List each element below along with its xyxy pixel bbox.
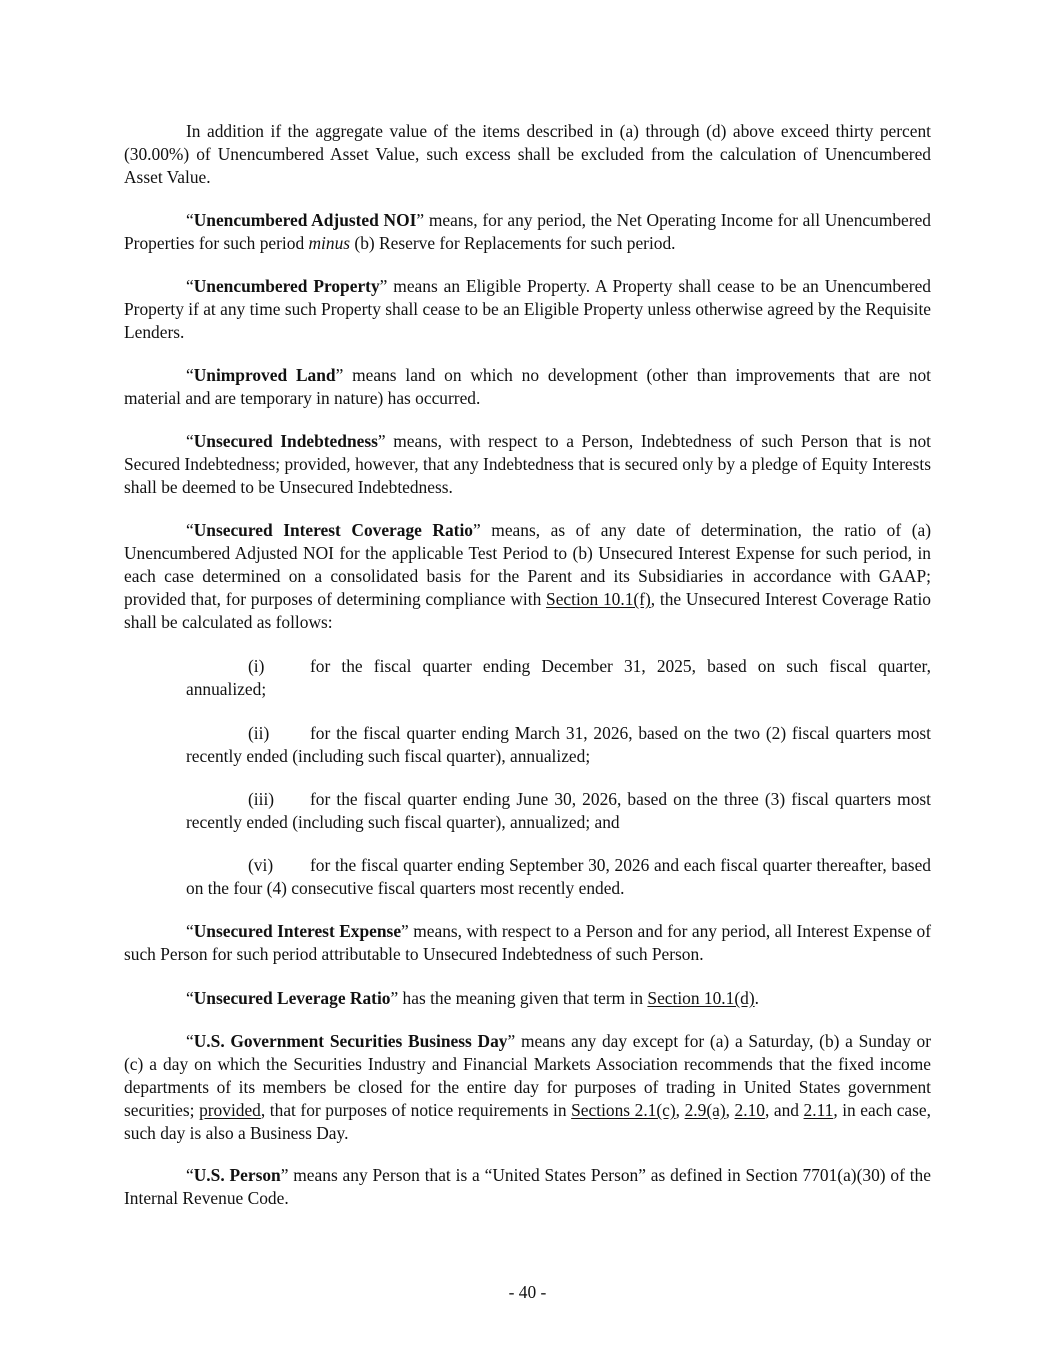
- defined-term: Unencumbered Property: [193, 276, 380, 296]
- list-item: (ii) for the fiscal quarter ending March 31, 2026, based on the two (2) fiscal quarters most recently ended (including such fiscal quarter), annualized;: [186, 723, 931, 766]
- defined-term: Unsecured Interest Expense: [193, 921, 402, 941]
- definition-us-government-securities-business-day: “U.S. Government Securities Business Day” means any day except for (a) a Saturday, (b) a Sunday or (c) a day on which the Securities Industry and Financial Markets Association recommends that the fixed income departments of its members be closed for the entire day for purposes of trading in United States government securities; provided, that for purposes of notice requirements in Sections 2.1(c), 2.9(a), 2.10, and 2.11, in each case, such day is also a Business Day.: [124, 1031, 932, 1143]
- definition-us-person: “U.S. Person” means any Person that is a “United States Person” as defined in Section 7701(a)(30) of the Internal Revenue Code.: [124, 1165, 931, 1208]
- section-reference-link[interactable]: 2.9(a): [684, 1100, 726, 1120]
- list-item: (iii) for the fiscal quarter ending June 30, 2026, based on the three (3) fiscal quarters most recently ended (including such fiscal quarter), annualized; and: [186, 789, 931, 832]
- defined-term: Unimproved Land: [193, 365, 336, 385]
- definition-unencumbered-property: “Unencumbered Property” means an Eligible Property. A Property shall cease to be an Unencumbered Property if at any time such Property shall cease to be an Eligible Property unless otherwise agreed by the Requisite Lenders.: [124, 276, 932, 342]
- defined-term: Unsecured Interest Coverage Ratio: [193, 520, 474, 540]
- definition-unencumbered-adjusted-noi: “Unencumbered Adjusted NOI” means, for any period, the Net Operating Income for all Unencumbered Properties for such period minus (b) Reserve for Replacements for such period.: [124, 210, 931, 253]
- defined-term: Unencumbered Adjusted NOI: [193, 210, 417, 230]
- definition-unsecured-interest-coverage-ratio: “Unsecured Interest Coverage Ratio” means, as of any date of determination, the ratio of (a) Unencumbered Adjusted NOI for the applicable Test Period to (b) Unsecured Interest Expense for such period, in each case determined on a consolidated basis for the Parent and its Subsidiaries in accordance with GAAP; provided that, for purposes of determining compliance with Section 10.1(f), the Unsecured Interest Coverage Ratio shall be calculated as follows:: [124, 520, 931, 632]
- section-reference-link[interactable]: Sections 2.1(c): [571, 1100, 676, 1120]
- definition-unsecured-interest-expense: “Unsecured Interest Expense” means, with respect to a Person and for any period, all Interest Expense of such Person for such period attributable to Unsecured Indebtedness of such Person.: [124, 921, 931, 964]
- definition-unsecured-indebtedness: “Unsecured Indebtedness” means, with respect to a Person, Indebtedness of such Person that is not Secured Indebtedness; provided, however, that any Indebtedness that is secured only by a pledge of Equity Interests shall be deemed to be Unsecured Indebtedness.: [124, 431, 931, 497]
- list-item: (vi) for the fiscal quarter ending September 30, 2026 and each fiscal quarter thereafter, based on the four (4) consecutive fiscal quarters most recently ended.: [186, 855, 931, 898]
- paragraph-aggregate-value: In addition if the aggregate value of the items described in (a) through (d) above exceed thirty percent (30.00%) of Unencumbered Asset Value, such excess shall be excluded from the calculation of Unencumbered Asset Value.: [124, 121, 931, 187]
- page-number: - 40 -: [508, 1282, 547, 1302]
- section-reference-link[interactable]: Section 10.1(d): [647, 988, 755, 1008]
- defined-term: U.S. Government Securities Business Day: [193, 1031, 508, 1051]
- defined-term: U.S. Person: [193, 1165, 281, 1185]
- list-item: (i) for the fiscal quarter ending December 31, 2025, based on such fiscal quarter, annualized;: [186, 656, 931, 699]
- section-reference-link[interactable]: Section 10.1(f): [546, 589, 651, 609]
- section-reference-link[interactable]: 2.10: [734, 1100, 765, 1120]
- definition-unimproved-land: “Unimproved Land” means land on which no development (other than improvements that are not material and are temporary in nature) has occurred.: [124, 365, 931, 408]
- provided-underlined: provided: [199, 1100, 261, 1120]
- section-reference-link[interactable]: 2.11: [803, 1100, 834, 1120]
- definition-unsecured-leverage-ratio: “Unsecured Leverage Ratio” has the meaning given that term in Section 10.1(d).: [186, 988, 759, 1008]
- defined-term: Unsecured Indebtedness: [193, 431, 378, 451]
- defined-term: Unsecured Leverage Ratio: [193, 988, 391, 1008]
